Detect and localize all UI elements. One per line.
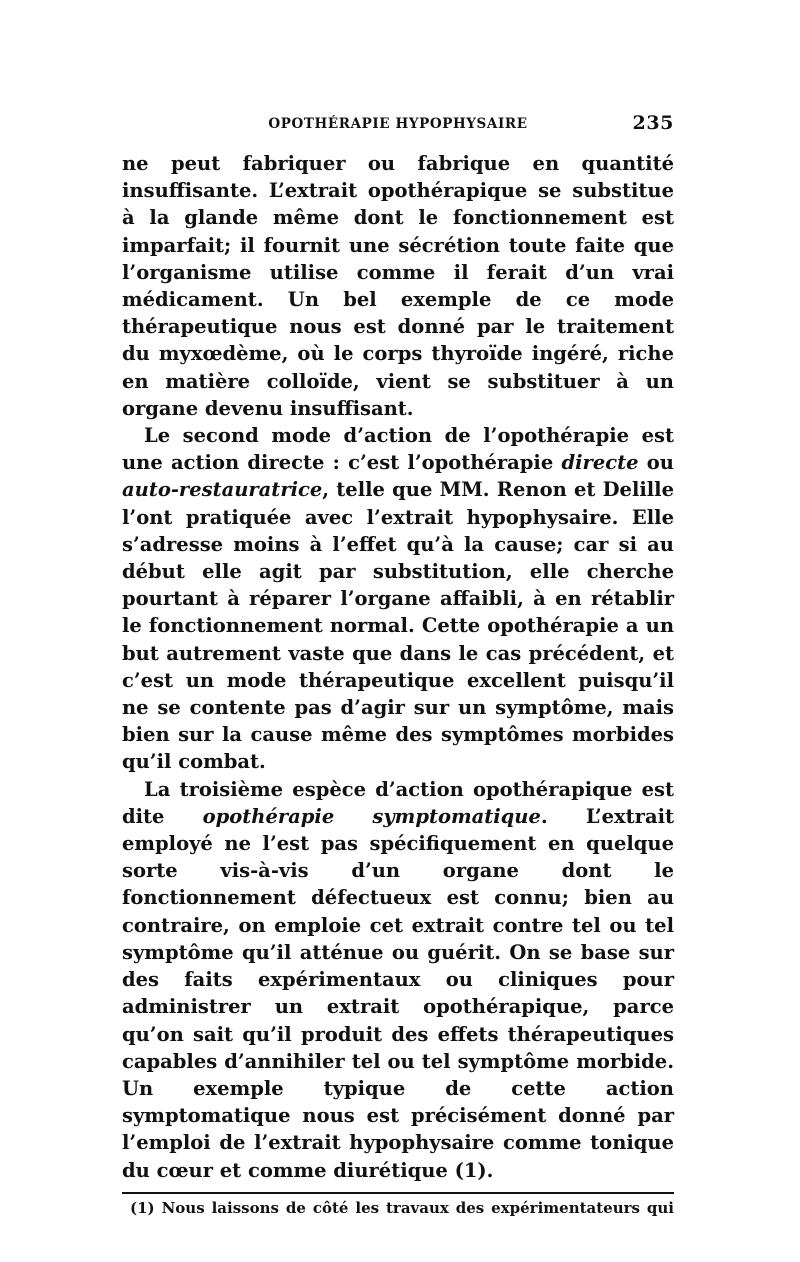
italic-term: auto-restauratrice bbox=[122, 478, 323, 502]
text-segment: Le second mode d’action de l’opothérapie est une action directe : c’est l’opothérapie bbox=[122, 424, 674, 475]
body-text bbox=[122, 150, 674, 1184]
footnote-marker: (1) bbox=[130, 1198, 155, 1217]
text-segment: . L’extrait employé ne l’est pas spécifiquement en quelque sorte vis-à-vis d’un organe dont le fonctionnement défectueux est connu; bien au contraire, on emploie cet extrait contre tel ou tel symptôme qu’il atténue ou guérit. On se base sur des faits expérimentaux ou cliniques pour administrer un extrait opothérapique, parce qu’on sait qu’il produit des effets thérapeutiques capables d’annihiler tel ou tel symptôme morbide. Un exemple typique de cette action symptomatique nous est précisément donné par l’emploi de l’extrait hypophysaire comme tonique du cœur et comme diurétique (1). bbox=[122, 804, 675, 1182]
text-segment: , telle que MM. Renon et Delille l’ont pratiquée avec l’extrait hypophysaire. Elle s’adresse moins à l’effet qu’à la cause; car si au début elle agit par substitution, elle cherche pourtant à réparer l’organe affaibli, à en rétablir le fonctionnement normal. Cette opothérapie a un but autrement vaste que dans le cas précédent, et c’est un mode thérapeutique excellent puisqu’il ne se contente pas d’agir sur un symptôme, mais bien sur la cause même des symptômes morbides qu’il combat. bbox=[122, 478, 674, 774]
running-head: OPOTHÉRAPIE HYPOPHYSAIRE bbox=[268, 116, 528, 132]
footnote bbox=[122, 1198, 674, 1218]
paragraph-3 bbox=[122, 776, 674, 1184]
footnote-rule bbox=[122, 1192, 674, 1194]
page-number: 235 bbox=[632, 112, 674, 134]
text-segment: ou bbox=[638, 451, 674, 475]
italic-term: directe bbox=[561, 451, 639, 475]
italic-term: opothérapie symptomatique bbox=[202, 804, 541, 828]
text-segment: La troisième espèce d’action opothérapique est dite bbox=[122, 777, 674, 828]
footnote-text: Nous laissons de côté les travaux des expérimentateurs qui bbox=[161, 1198, 674, 1217]
page-header bbox=[122, 112, 674, 138]
book-page bbox=[122, 112, 674, 1218]
text-segment: ne peut fabriquer ou fabrique en quantité insuffisante. L’extrait opothérapique se substitue à la glande même dont le fonctionnement est imparfait; il fournit une sécrétion toute faite que l’organisme utilise comme il ferait d’un vrai médicament. Un bel exemple de ce mode thérapeutique nous est donné par le traitement du myxœdème, où le corps thyroïde ingéré, riche en matière colloïde, vient se substituer à un organe devenu insuffisant. bbox=[122, 152, 674, 420]
paragraph-2 bbox=[122, 422, 674, 776]
paragraph-1 bbox=[122, 150, 674, 422]
